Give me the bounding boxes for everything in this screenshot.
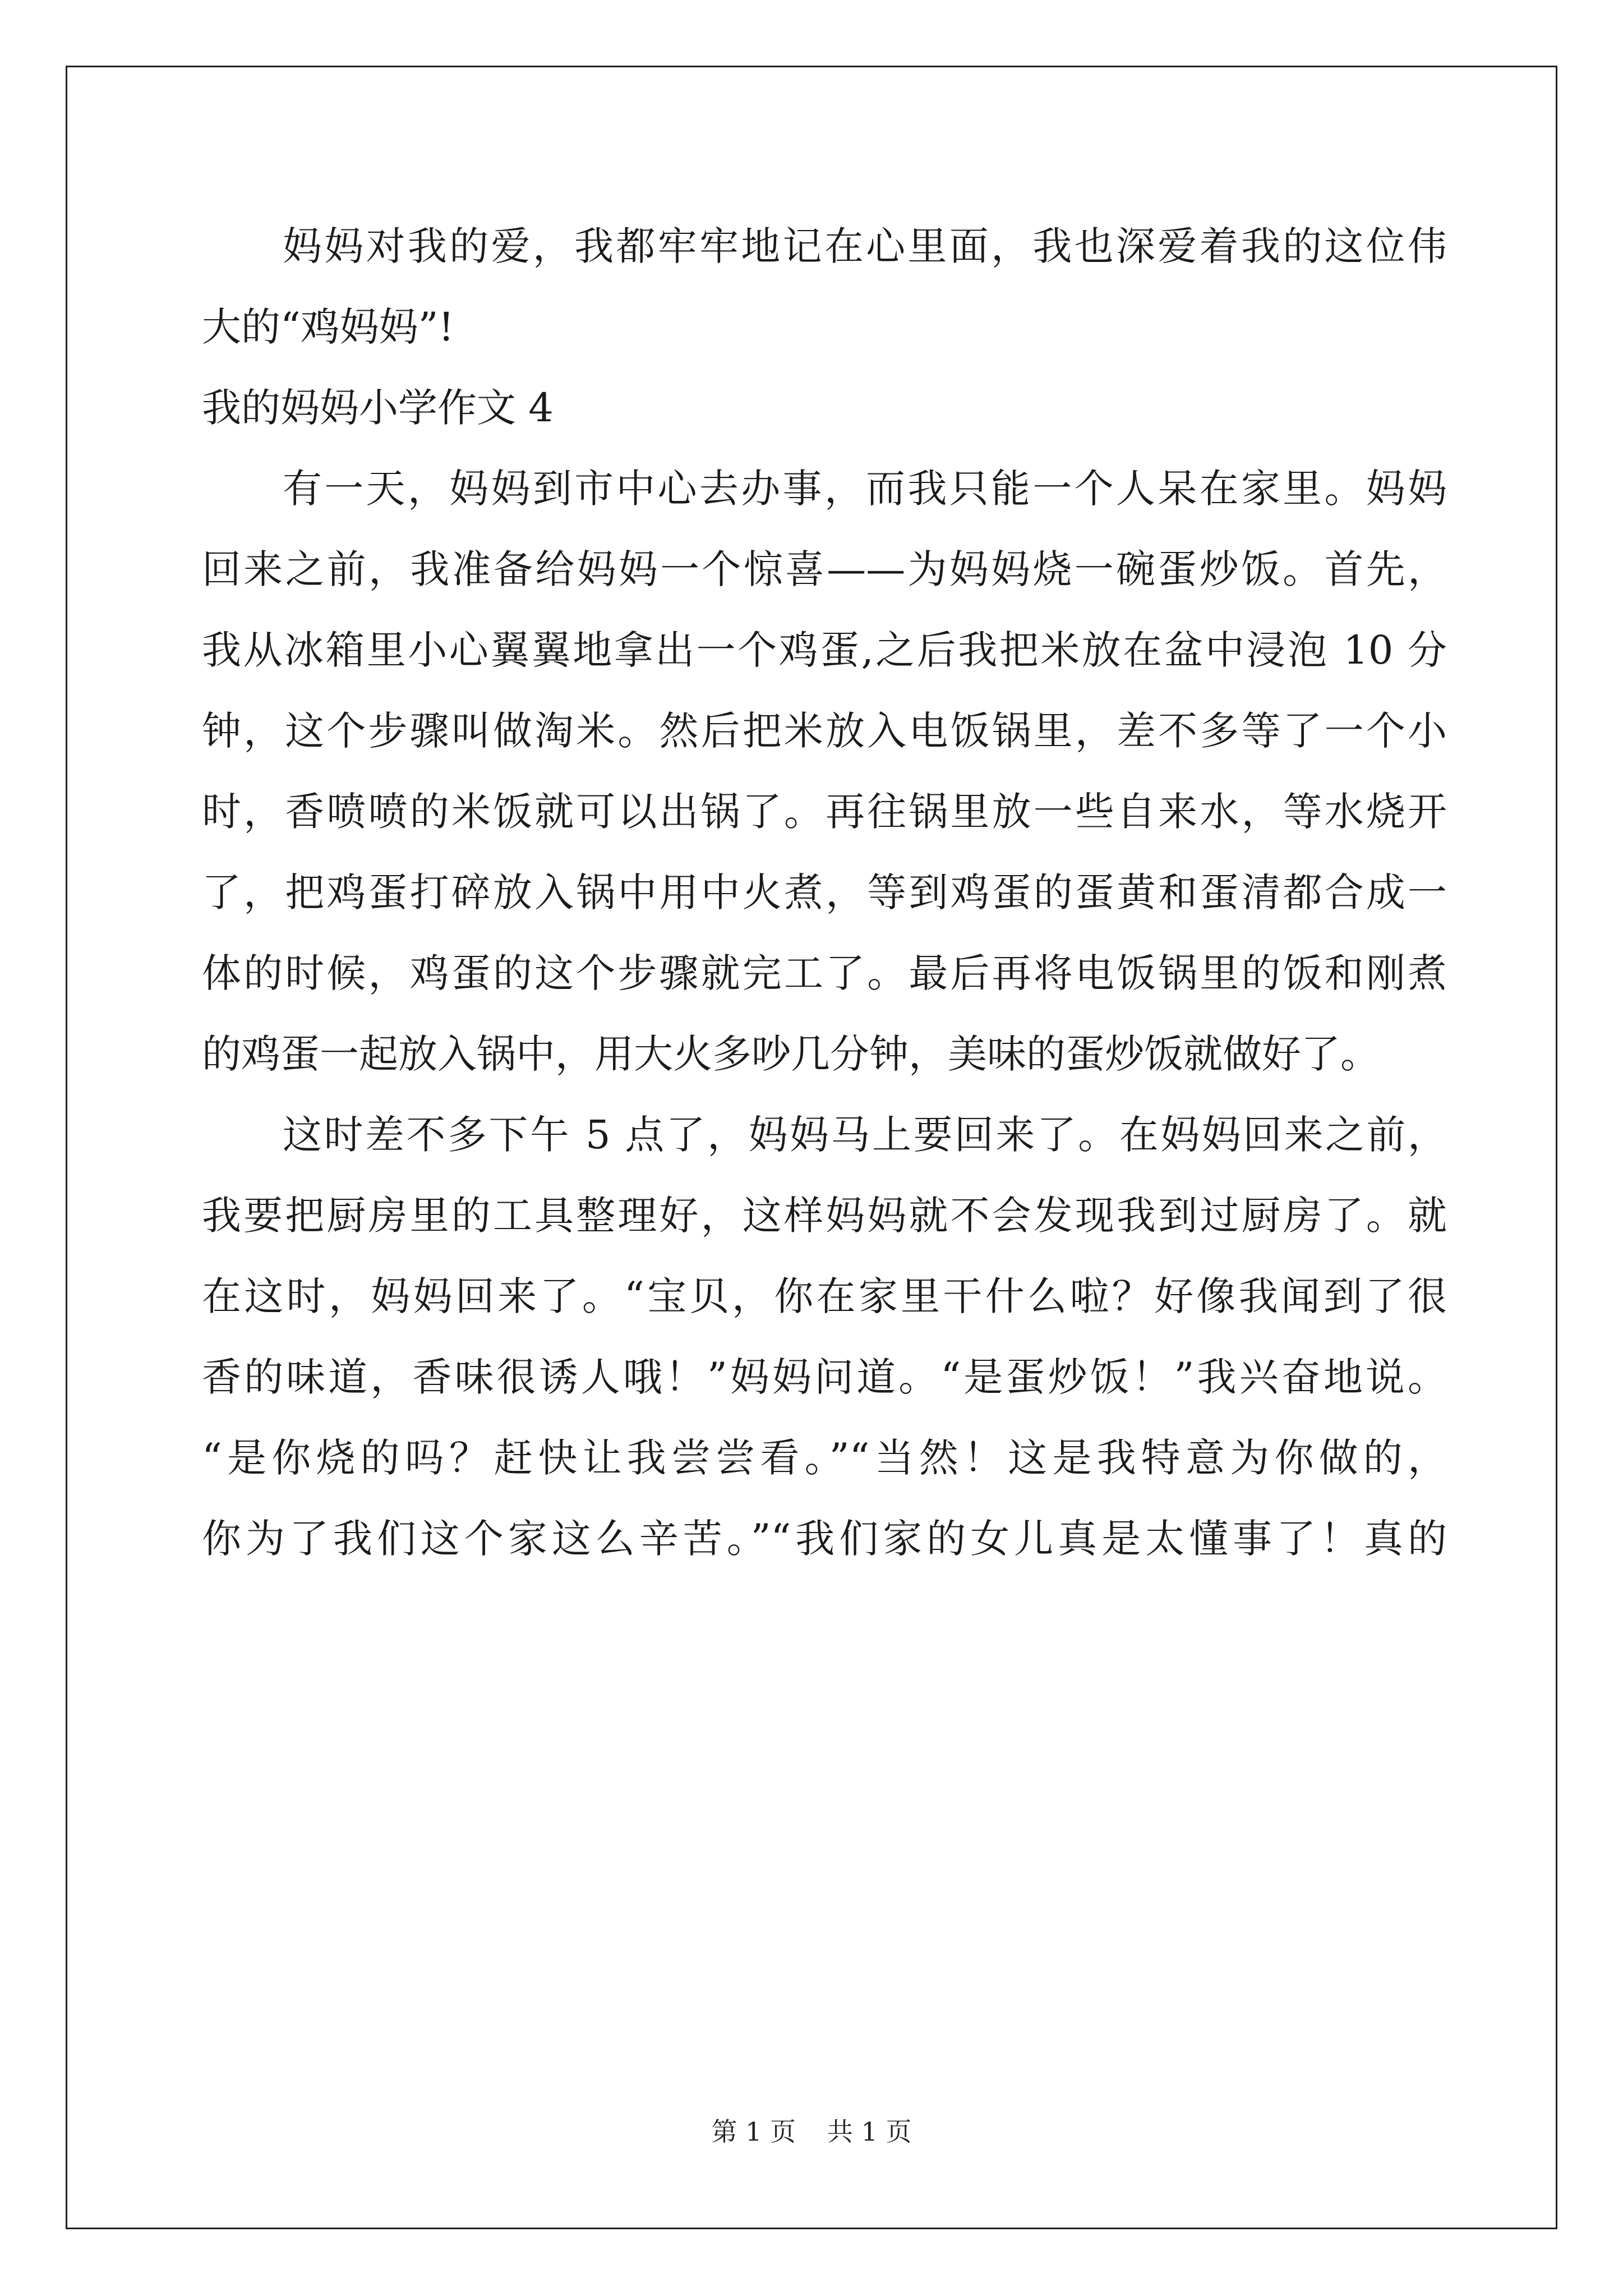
text-line: 我要把厨房里的工具整理好，这样妈妈就不会发现我到过厨房了。就 (202, 1193, 1447, 1239)
text-line: 在这时，妈妈回来了。“宝贝，你在家里干什么啦？好像我闻到了很 (202, 1273, 1447, 1319)
text-line: 我从冰箱里小心翼翼地拿出一个鸡蛋,之后我把米放在盆中浸泡 10 分 (202, 627, 1447, 673)
text-line: 体的时候，鸡蛋的这个步骤就完工了。最后再将电饭锅里的饭和刚煮 (202, 950, 1447, 996)
text-line: 这时差不多下午 5 点了，妈妈马上要回来了。在妈妈回来之前， (283, 1112, 1447, 1158)
page-total: 共 1 页 (827, 2116, 912, 2147)
text-line: “是你烧的吗？赶快让我尝尝看。”“当然！这是我特意为你做的， (202, 1435, 1447, 1481)
text-line: 香的味道，香味很诱人哦！”妈妈问道。“是蛋炒饭！”我兴奋地说。 (202, 1354, 1447, 1400)
text-line: 回来之前，我准备给妈妈一个惊喜——为妈妈烧一碗蛋炒饭。首先， (202, 546, 1447, 592)
section-heading: 我的妈妈小学作文 4 (202, 385, 554, 431)
text-line: 钟，这个步骤叫做淘米。然后把米放入电饭锅里，差不多等了一个小 (202, 708, 1447, 754)
text-line: 你为了我们这个家这么辛苦。”“我们家的女儿真是太懂事了！真的 (202, 1516, 1447, 1562)
page-number: 第 1 页 (711, 2116, 796, 2147)
text-line: 妈妈对我的爱，我都牢牢地记在心里面，我也深爱着我的这位伟 (283, 223, 1447, 269)
page-footer (0, 2115, 1623, 2148)
text-line: 时，香喷喷的米饭就可以出锅了。再往锅里放一些自来水，等水烧开 (202, 789, 1447, 835)
text-line: 有一天，妈妈到市中心去办事，而我只能一个人呆在家里。妈妈 (283, 466, 1447, 512)
text-line: 大的“鸡妈妈”! (202, 304, 454, 350)
text-line: 的鸡蛋一起放入锅中，用大火多吵几分钟，美味的蛋炒饭就做好了。 (202, 1031, 1380, 1077)
text-line: 了，把鸡蛋打碎放入锅中用中火煮，等到鸡蛋的蛋黄和蛋清都合成一 (202, 869, 1447, 915)
